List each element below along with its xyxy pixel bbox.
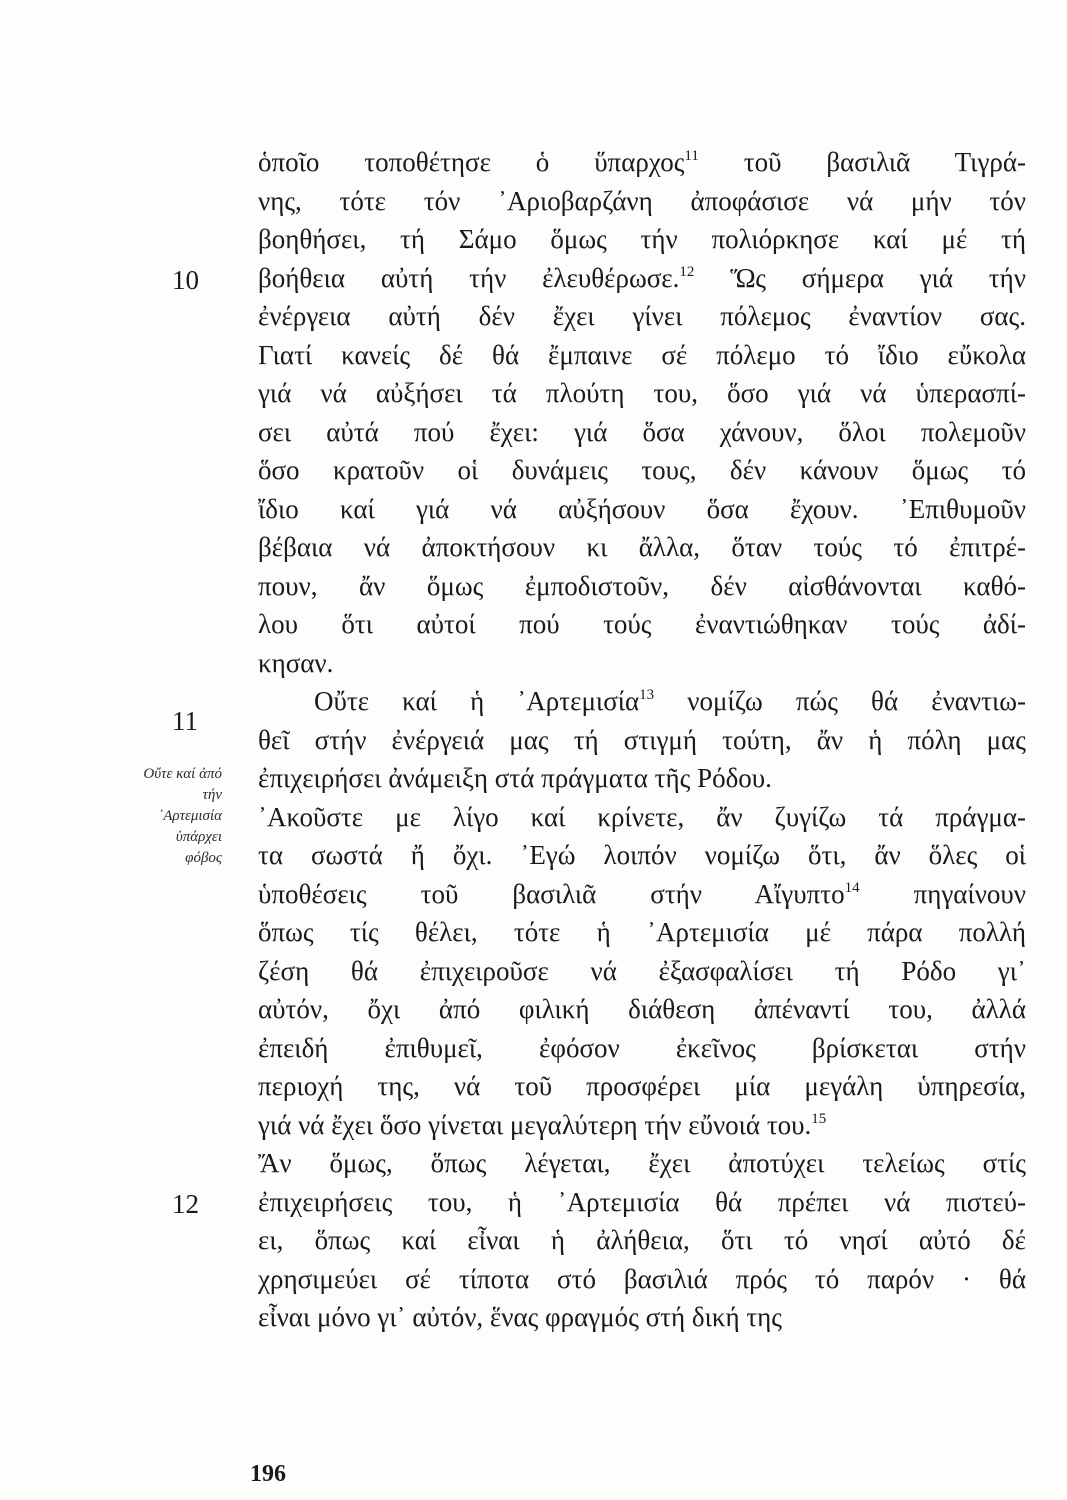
text-segment: βοήθεια αὐτή τήν ἐλευθέρωσε.	[258, 262, 680, 293]
section-number-10: 10	[172, 265, 199, 295]
text-segment: αὐτόν, ὄχι ἀπό φιλική διάθεση ἀπέναντί του, ἀλλά	[258, 994, 1026, 1024]
text-segment: θεῖ στήν ἐνέργειά μας τή στιγμή τούτη, ἄν ἡ πόλη μας	[258, 724, 1026, 755]
text-segment: Οὔτε καί ἡ ᾿Αρτεμισία	[314, 686, 640, 716]
text-line	[258, 952, 1026, 991]
text-line	[258, 490, 1026, 529]
text-segment: τα σωστά ἤ ὄχι. ᾿Εγώ λοιπόν νομίζω ὅτι, ἄν ὅλες οἱ	[258, 840, 1026, 870]
text-segment: κησαν.	[258, 647, 334, 678]
text-line	[258, 336, 1026, 375]
text-line	[258, 182, 1026, 221]
page-number: 196	[250, 1461, 286, 1487]
body-text	[258, 143, 1026, 1337]
text-line	[258, 413, 1026, 452]
text-segment: ἐπιχειρήσει ἀνάμειξη στά πράγματα τῆς Ρόδου.	[258, 763, 772, 793]
text-segment: Γιατί κανείς δέ θά ἔμπαινε σέ πόλεμο τό ἴδιο εὔκολα	[258, 339, 1026, 370]
text-segment: τοῦ βασιλιᾶ Τιγρά-	[698, 147, 1026, 177]
text-segment: πουν, ἄν ὅμως ἐμποδιστοῦν, δέν αἰσθάνονται καθό-	[258, 570, 1026, 601]
text-segment: εἶναι μόνο γι᾿ αὐτόν, ἕνας φραγμός στή δική της	[258, 1302, 782, 1332]
text-line	[258, 220, 1026, 259]
text-segment: ἴδιο καί γιά νά αὐξήσουν ὅσα ἔχουν. ᾿Επιθυμοῦν	[258, 493, 1026, 524]
text-line	[258, 1260, 1026, 1299]
text-segment: ᾿Ακοῦστε με λίγο καί κρίνετε, ἄν ζυγίζω τά πράγμα-	[258, 801, 1026, 832]
marginal-note-line: ὑπάρχει	[175, 829, 222, 845]
text-segment: βέβαια νά ἀποκτήσουν κι ἄλλα, ὅταν τούς τό ἐπιτρέ-	[258, 532, 1026, 562]
marginal-note-line: φόβος	[185, 850, 222, 866]
text-line	[258, 682, 1026, 721]
text-segment: ἐνέργεια αὐτή δέν ἔχει γίνει πόλεμος ἐναντίον σας.	[258, 301, 1026, 331]
text-segment: ὁποῖο τοποθέτησε ὁ ὕπαρχος	[258, 147, 685, 177]
text-segment: ἐπειδή ἐπιθυμεῖ, ἐφόσον ἐκεῖνος βρίσκεται στήν	[258, 1032, 1026, 1063]
text-line	[258, 567, 1026, 606]
text-line	[258, 990, 1026, 1029]
text-line	[258, 1067, 1026, 1106]
text-segment: περιοχή της, νά τοῦ προσφέρει μία μεγάλη ὑπηρεσία,	[258, 1071, 1026, 1101]
text-segment: γιά νά αὐξήσει τά πλούτη του, ὅσο γιά νά ὑπερασπί-	[258, 378, 1026, 408]
text-line	[258, 528, 1026, 567]
marginal-note-line: Οὔτε καί ἀπό	[143, 766, 222, 782]
text-line	[258, 798, 1026, 837]
text-segment: χρησιμεύει σέ τίποτα στό βασιλιά πρός τό παρόν · θά	[258, 1263, 1026, 1294]
text-line	[258, 1029, 1026, 1068]
text-segment: λου ὅτι αὐτοί πού τούς ἐναντιώθηκαν τούς ἀδί-	[258, 609, 1026, 639]
text-line	[258, 721, 1026, 760]
text-segment: πηγαίνουν	[859, 878, 1026, 909]
text-line	[258, 913, 1026, 952]
text-line	[258, 297, 1026, 336]
footnote-ref: 12	[679, 263, 695, 280]
text-line	[258, 1183, 1026, 1222]
text-segment: ζέση θά ἐπιχειροῦσε νά ἐξασφαλίσει τή Ρόδο γι᾿	[258, 955, 1026, 986]
section-number-11: 11	[172, 706, 198, 736]
text-segment: ει, ὅπως καί εἶναι ἡ ἀλήθεια, ὅτι τό νησί αὐτό δέ	[258, 1225, 1026, 1255]
text-line	[258, 605, 1026, 644]
text-line	[258, 259, 1026, 298]
text-line	[258, 1144, 1026, 1183]
text-line	[258, 836, 1026, 875]
text-line	[258, 644, 1026, 683]
marginal-note	[92, 764, 222, 869]
text-segment: ἐπιχειρήσεις του, ἡ ᾿Αρτεμισία θά πρέπει νά πιστεύ-	[258, 1186, 1026, 1217]
text-segment: νης, τότε τόν ᾿Αριοβαρζάνη ἀποφάσισε νά μήν τόν	[258, 185, 1026, 216]
text-segment: ὅπως τίς θέλει, τότε ἡ ᾿Αρτεμισία μέ πάρα πολλή	[258, 917, 1026, 947]
text-segment: γιά νά ἔχει ὅσο γίνεται μεγαλύτερη τήν εὔνοιά του.	[258, 1109, 812, 1140]
text-segment: ὅσο κρατοῦν οἱ δυνάμεις τους, δέν κάνουν ὅμως τό	[258, 455, 1026, 485]
text-segment: νομίζω πώς θά ἐναντιω-	[654, 686, 1027, 716]
text-segment: Ἄν ὅμως, ὅπως λέγεται, ἔχει ἀποτύχει τελείως στίς	[258, 1148, 1026, 1178]
footnote-ref: 11	[684, 148, 699, 164]
text-segment: βοηθήσει, τή Σάμο ὅμως τήν πολιόρκησε καί μέ τή	[258, 224, 1026, 254]
text-segment: σει αὐτά πού ἔχει: γιά ὅσα χάνουν, ὅλοι πολεμοῦν	[258, 416, 1026, 447]
text-segment: Ὥς σήμερα γιά τήν	[694, 262, 1026, 293]
footnote-ref: 13	[639, 687, 655, 703]
text-line	[258, 1221, 1026, 1260]
marginal-note-line: ᾿Αρτεμισία	[158, 808, 222, 824]
footnote-ref: 14	[844, 879, 860, 896]
text-segment: ὑποθέσεις τοῦ βασιλιᾶ στήν Αἴγυπτο	[258, 878, 845, 909]
section-number-12: 12	[172, 1189, 199, 1219]
text-line	[258, 1298, 1026, 1337]
text-line	[258, 143, 1026, 182]
text-line	[258, 451, 1026, 490]
text-line	[258, 374, 1026, 413]
marginal-note-line: τήν	[202, 787, 222, 803]
footnote-ref: 15	[811, 1110, 827, 1127]
text-line	[258, 1106, 1026, 1145]
text-line	[258, 759, 1026, 798]
text-line	[258, 875, 1026, 914]
